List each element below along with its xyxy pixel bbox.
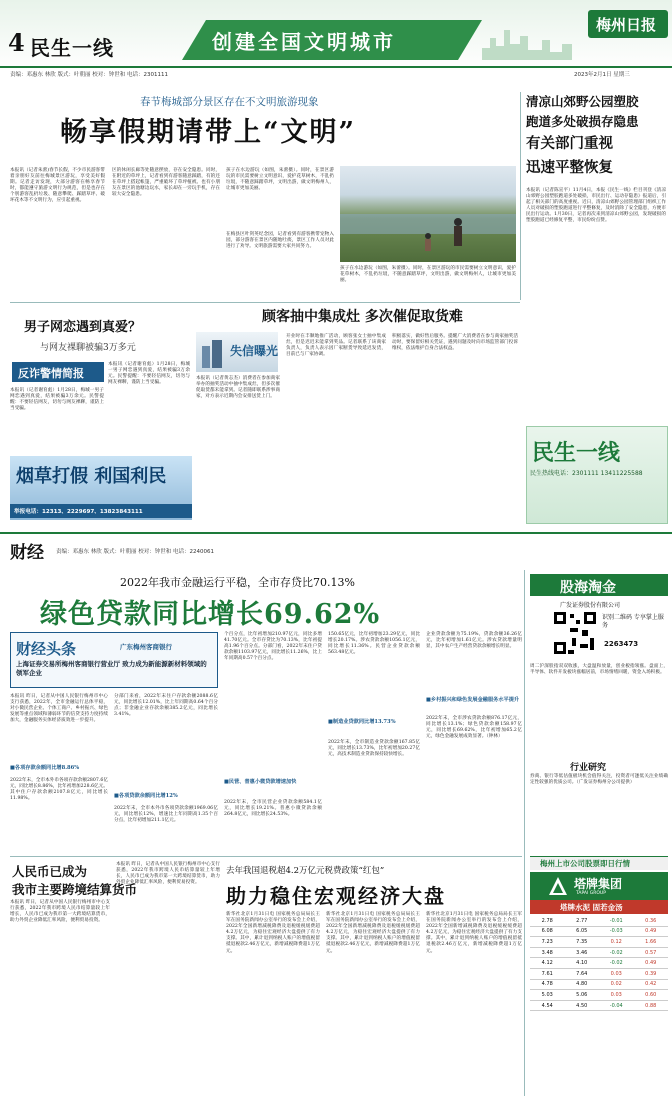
sidebar1-headline [526,92,668,180]
tax-col1: 新华社北京1月31日电 国家税务总局局长王军在国务院新闻办公室举行的发布会上介绍，2022年全国新增减税降费及退税缓税缓费超4.2万亿元，为稳住宏观经济大盘提供了有力支撑。其中，累计退到纳税人账户的增值税留抵退税款2.46万亿元，新增减税降费超1万亿元。 [226,912,320,954]
market-table-cell: 7.23 [541,938,553,945]
article1-col5: 孩子在水边游玩（如图，朱蕾摄）。同时，在景区游玩的市民需要树立文明意识，爱护花草树木，不乱扔垃圾，不随意踩踏草坪，文明出游，做文明梅州人，让城市更加美丽。 [340,266,516,284]
article3-col2: 开业时在丰顺地推广活动，顾客张女士抽中集成灶，但是迟迟未能拿到奖品。记者联系了该商家负责人，负责人表示因厂家断货导致延迟发货，目前已与厂家协调。 [286,334,386,358]
article1-col4: 在梅县区叶剑英纪念园，记者看到有游客携带宠物入园，部分游客在景区内随地吐痰，景区工作人员对此进行了劝导。文明旅游需要大家共同努力。 [226,232,334,250]
market-table-row [530,990,668,1001]
finance-col2: 分部门来看，2022年末住户存款余额2088.6亿元，同比增长12.01%，比上年同期高0.64个百分点；非金融企业存款余额385.2亿元，同比增长3.41%。 [114,694,218,718]
sidebar1-headline-line: 清凉山郊野公园塑胶 [526,94,639,109]
banner-title: 创建全国文明城市 [212,30,396,54]
market-table-cell: 4.78 [541,981,553,988]
tobacco-phone: 举报电话：12313、2229697、13823843111 [14,509,143,515]
rmb-headline-2: 我市主要跨境结算货币 [12,882,138,897]
qr-caption: 识别二维码 专享掌上服务 [602,614,664,629]
market-table-cell: -0.03 [609,928,623,935]
sidebar1-headline-line: 迅速平整恢复 [526,159,613,176]
qr-code[interactable] [552,610,598,656]
paper-logo: 梅州日报 [596,16,657,34]
tapai-brand: 塔牌集团 [574,877,623,891]
research-body: 券商、银行等低估值板块机会值得关注，投资者可逢低关注业绩确定性较强的优质公司。（广发证券梅州分公司提供） [530,774,668,786]
market-table-row [530,937,668,948]
market-table-cell: 5.06 [576,991,588,998]
section-rule [10,302,520,303]
market-table-cell: 0.88 [645,1002,657,1009]
page-number: 4 [8,28,25,57]
market-title: 梅州上市公司股票即日行情 [540,859,630,868]
market-table-cell: 1.66 [645,938,657,945]
finance-col5b: 2022年末，全市涉农贷款余额876.17亿元，同比增长13.1%；绿色贷款余额158.97亿元，同比增长69.62%，比年初增加65.2亿元，绿色金融发展成效显著。（钟林） [426,716,522,740]
article2-headline: 与网友裸聊被骗3万多元 [40,343,136,353]
article2-kicker: 男子网恋遇到真爱？ [24,320,142,335]
article3-headline: 顾客抽中集成灶 多次催促取货难 [262,309,463,325]
finance-sub1: ■各项存款余额同比增8.86% [10,765,80,771]
article1-headline: 畅享假期请带上“文明” [60,117,357,148]
market-table-cell: 0.49 [645,928,657,935]
tax-col3: 新华社北京1月31日电 国家税务总局局长王军在国务院新闻办公室举行的发布会上介绍，2022年全国新增减税降费及退税缓税缓费超4.2万亿元，为稳住宏观经济大盘提供了有力支撑。其中，累计退到纳税人账户的增值税留抵退税款2.46万亿元，新增减税降费超1万亿元。 [426,912,522,954]
finance-col5: 企业贷款余额为75.19%，贷款余额36.26亿元，比年初增加1.61亿元。涉农贷款增量明显，其中农户生产经营贷款余额增长明显。 [426,632,522,650]
finance-col1b: 2022年末，全市本外币各项存款余额2807.6亿元，同比增长8.86%，比年初增加228.6亿元。其中住户存款余额2107.8亿元，同比增长11.98%。 [10,778,108,802]
shixin-badge: 失信曝光 [230,344,279,358]
market-table-cell: 0.57 [645,949,657,956]
market-table-cell: 2.78 [541,917,553,924]
editor-line: 责编：邓惠东 林欣 版式：叶朝丽 校对：钟世和 电话：2301111 [10,72,168,78]
finance-topbox-title: 财经头条 [16,640,77,658]
rmb-body: 本报讯 昨日，记者从中国人民银行梅州市中心支行获悉，2022年我市跨境人民币结算量较上年增长，人民币已成为我市第一大跨境结算货币，助力外贸企业降低汇率风险，便利贸易投资。 [10,900,110,924]
market-table [530,916,668,1076]
sidebar1-headline-line: 跑道多处破损存隐患 [526,114,639,129]
finance-col3b: 2022年末，全市民营企业贷款余额584.1亿元，同比增长19.21%。普惠小微贷款余额264.8亿元，同比增长24.53%。 [224,800,322,818]
article3-col3: 积极落实，做好售后服务。提醒广大消费者在参与商家抽奖活动时，要保留好相关凭证，遇到问题及时向市场监管部门投诉维权，依法维护自身合法权益。 [392,334,518,352]
market-table-cell: 6.08 [541,928,553,935]
finance-sub5: ■乡村振兴和绿色发展金融服务水平提升 [426,697,520,703]
finance-sub2: ■各项贷款余额同比增12% [114,793,178,799]
market-table-cell: 4.10 [576,960,588,967]
market-table-cell: 0.42 [645,981,657,988]
market-table-cell: 0.60 [645,991,657,998]
market-table-cell: 0.36 [645,917,657,924]
market-table-cell: -0.04 [609,1002,623,1009]
market-table-cell: 7.35 [576,938,588,945]
market-table-cell: 2.77 [576,917,588,924]
finance-col1: 本报讯 昨日，记者从中国人民银行梅州市中心支行获悉，2022年，全市金融运行总体平稳，对小微民营企业、个体工商户、乡村振兴、绿色发展等重点领域和薄弱环节的信贷支持力度持续加大，金融服务实体经济质效进一步提升。 [10,694,108,724]
skyline-icon [482,20,582,60]
article2-body-col2: 本报讯（记者谢育彪）1月28日，梅城一男子网恋遇到真爱，结果被骗3万余元。民警提醒：不要轻信网友，切勿与网友裸聊，谨防上当受骗。 [108,362,190,386]
market-table-cell: 0.49 [645,960,657,967]
market-table-cell: 0.03 [610,991,622,998]
market-table-cell: 0.12 [610,938,622,945]
finance-col2b: 2022年末，全市本外币各项贷款余额1969.06亿元，同比增长12%，增速比上年同期高1.35个百分点，比年初增加211.1亿元。 [114,806,218,824]
market-table-row [530,969,668,980]
market-table-cell: 0.39 [645,970,657,977]
finance-rule [0,532,672,534]
market-table-row [530,980,668,991]
market-table-cell: 4.50 [576,1002,588,1009]
market-table-row [530,1001,668,1012]
research-title: 行业研究 [570,763,607,773]
article1-col1: 本报讯（记者朱蕾)春节长假，不少市民游客带着亲朋好友前往梅城景区游玩，享受美好假期。记者走访发现，大部分游客在畅享春节时，都能遵守旅游文明行为规范，但是也存在个别游客乱扔垃圾、随意攀爬、踩踏草坪、破坏花木等不文明行为，应引起重视。 [10,168,105,204]
tax-kicker: 去年我国退税超4.2万亿元税费政策“红包” [226,866,385,876]
qr-code-icon [552,610,598,656]
market-table-row [530,916,668,927]
skyline-decoration [482,20,582,60]
finance-headline: 绿色贷款同比增长69.62% [40,599,381,630]
market-table-cell: 4.54 [541,1002,553,1009]
stocks-sub: 广发证券股份有限公司 [560,602,621,609]
rmb-rule [10,856,522,857]
anti-fraud-badge: 反诈警情简报 [18,367,84,380]
article1-col3: 孩子在水边游玩（如图，朱蕾摄）。同时，在景区游玩的市民需要树立文明意识，爱护花草树木，不乱扔垃圾，不随意踩踏草坪，文明出游，做文明梅州人，让城市更加美丽。 [226,168,334,192]
finance-topbox-sub: 上海证券交易所梅州客商银行营业厅 致力成为新能源新材料领域的领军企业 [16,660,207,677]
finance-sub4: ■制造业贷款同比增13.73% [328,719,396,725]
minsheng-hotline: 民生热线电话：2301111 13411225588 [530,470,643,477]
shixin-building-icon [200,340,226,368]
finance-sub3: ■民营、普惠小微贷款增速加快 [224,779,297,785]
market-table-cell: 4.80 [576,981,588,988]
article1-photo [340,166,516,262]
finance-col3: 个百分点，比年初增加210.97亿元，同比多增41.70亿元。全市存贷比为70.13%，比年初提高1.96个百分点。分部门看，2022年末住户贷款余额1103.97亿元，同比增长11.26%，比上年同期高0.57个百分点。 [224,632,322,662]
article1-col2: 区的休闲长廊等处随意摆放，存在安全隐患。同时，在附近的草坪上，记者看到有游客随意踩踏，有的还在草坪上搭起帐篷，严重破坏了草坪植被。也有小朋友在景区的池塘边玩水，家长却在一旁玩手机，存在较大安全隐患。 [112,168,220,198]
market-table-cell: 7.61 [541,970,553,977]
finance-col4b: 2022年末，全市制造业贷款余额167.85亿元，同比增长13.73%，比年初增加20.27亿元，高技术制造业贷款保持较快增长。 [328,740,420,758]
market-table-cell: 5.03 [541,991,553,998]
rmb-headline-1: 人民币已成为 [12,864,88,879]
market-table-cell: 3.46 [576,949,588,956]
market-table-cell: 4.12 [541,960,553,967]
masthead-rule [0,66,672,68]
finance-topbox-bank: 广东梅州客商银行 [120,643,172,651]
tapai-logo-icon [548,876,568,896]
market-table-cell: 0.03 [610,970,622,977]
article2-body: 本报讯（记者谢育彪）1月28日，梅城一男子网恋遇到真爱，结果被骗3万余元。民警提醒：不要轻信网友，切勿与网友裸聊，谨防上当受骗。 [10,388,104,412]
sidebar1-body: 本报讯（记者陈宣平）11月4日，本报《民生一线》栏目刊登《清凉山郊野公园塑胶跑道多处破损，市民出行、运动存隐患》报道后，引起了相关部门的高度重视。近日，清凉山郊野公园管理部门组织工作人员对破损的塑胶跑道进行平整修复，及时消除了安全隐患，方便市民出行运动。1月30日，记者再次来到清凉山郊野公园，发现破损的塑胶跑道已经修复平整，市民纷纷点赞。 [526,188,666,224]
masthead [0,0,672,78]
market-table-row [530,948,668,959]
market-table-cell: -0.01 [609,917,623,924]
section-title: 民生一线 [30,36,114,60]
finance-editor-line: 责编：邓惠东 林欣 版式：叶朝丽 校对：钟世和 电话：2240061 [56,549,214,555]
market-table-cell: -0.02 [609,949,623,956]
market-table-row [530,958,668,969]
market-table-cell: 3.48 [541,949,553,956]
market-table-row [530,927,668,938]
tax-headline: 助力稳住宏观经济大盘 [226,884,446,908]
rmb-body-col2: 本报讯 昨日，记者从中国人民银行梅州市中心支行获悉，2022年我市跨境人民币结算量较上年增长，人民币已成为我市第一大跨境结算货币，助力外贸企业降低汇率风险，便利贸易投资。 [116,862,220,886]
market-table-cell: 7.64 [576,970,588,977]
finance-section-title: 财经 [10,543,44,563]
market-table-cell: 6.05 [576,928,588,935]
tax-col2: 新华社北京1月31日电 国家税务总局局长王军在国务院新闻办公室举行的发布会上介绍，2022年全国新增减税降费及退税缓税缓费超4.2万亿元，为稳住宏观经济大盘提供了有力支撑。其中，累计退到纳税人账户的增值税留抵退税款2.46万亿元，新增减税降费超1万亿元。 [326,912,420,954]
col-divider [520,92,521,300]
market-table-cell: 0.02 [610,981,622,988]
stocks-phone: 2263473 [604,640,639,648]
finance-kicker: 2022年我市金融运行平稳，全市存贷比70.13% [120,576,355,589]
market-table-cell: -0.02 [609,960,623,967]
visitors-photo-illustration [340,166,516,262]
tapai-brand-en: TAPAI GROUP [576,891,606,896]
article3-col1: 本报讯（记者黄志杰）消费者在参加商家举办的抽奖活动中抽中集成灶，但多次催促取货都未能拿到。记者随即联系涉事商家，对方表示近期内会安排送货上门。 [196,376,280,400]
stocks-title: 股海淘金 [560,580,616,596]
tapai-slogan: 塔牌水泥 固若金汤 [560,903,623,912]
stocks-body: 周二沪深股指双双收涨，大盘温和放量，创业板指领涨。盘面上，半导体、软件开发板块涨幅居前，市场情绪回暖，资金入场积极。 [530,664,668,676]
finance-col-divider [524,570,525,1096]
tobacco-headline: 烟草打假 利国利民 [16,466,167,487]
sidebar1-headline-line: 有关部门重视 [526,135,613,152]
minsheng-logo-title: 民生一线 [532,440,621,466]
article1-kicker: 春节梅城部分景区存在不文明旅游现象 [140,96,319,108]
date-line: 2023年2月1日 星期三 [574,72,630,78]
finance-col4: 150.65亿元，比年初增加23.29亿元，同比增长20.17%。涉农贷款余额1056.1亿元，同比增长11.36%。民营企业贷款余额563.48亿元。 [328,632,420,656]
